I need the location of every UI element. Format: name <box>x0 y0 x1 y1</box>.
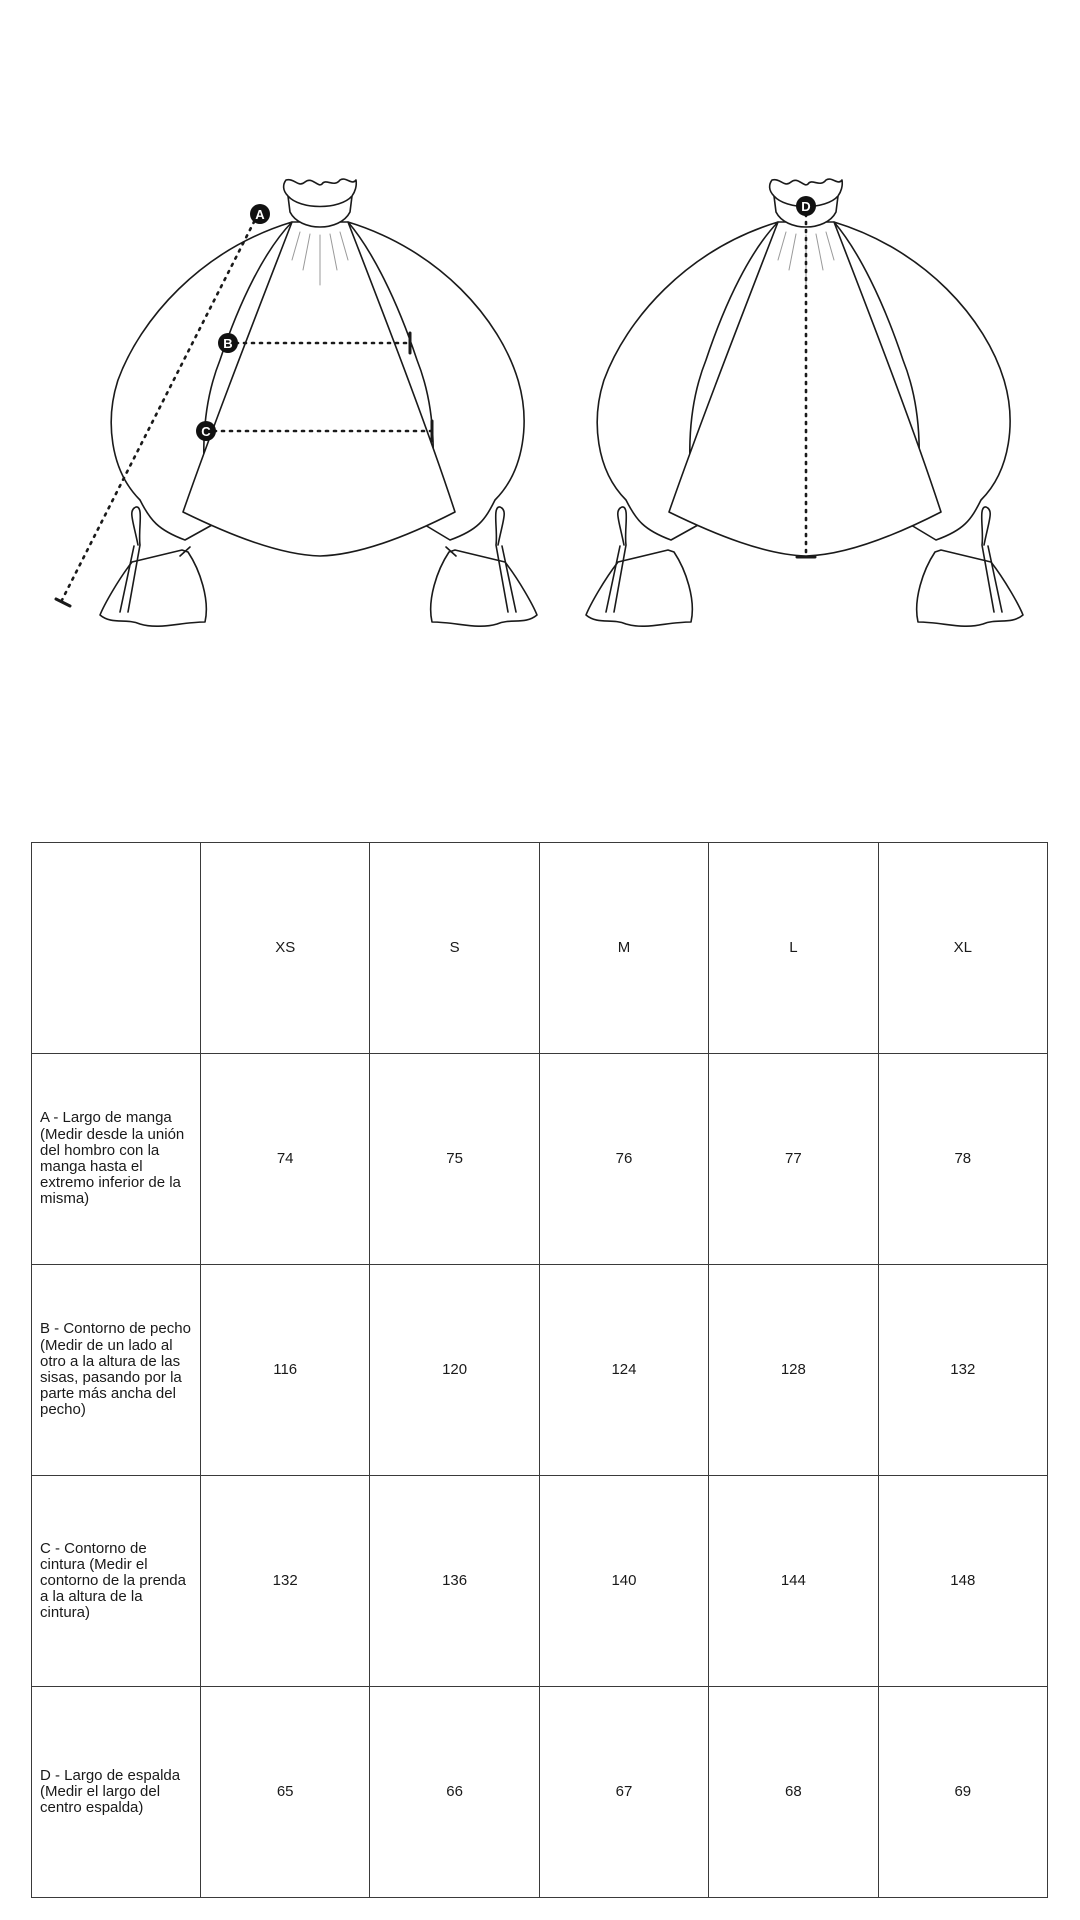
blouse-back-icon <box>586 179 1023 626</box>
svg-text:B: B <box>223 336 233 351</box>
table-cell: 74 <box>201 1054 370 1265</box>
marker-d <box>796 196 816 216</box>
table-cell: 69 <box>878 1687 1047 1898</box>
row-label-back-length: D - Largo de espalda (Medir el largo del centro espalda) <box>32 1687 201 1898</box>
table-cell: 67 <box>539 1687 708 1898</box>
table-cell: 75 <box>370 1054 539 1265</box>
marker-a <box>250 204 270 224</box>
size-header-m: M <box>539 843 708 1054</box>
table-cell: 77 <box>709 1054 878 1265</box>
table-cell: 68 <box>709 1687 878 1898</box>
table-cell: 132 <box>878 1265 1047 1476</box>
table-corner-cell <box>32 843 201 1054</box>
table-cell: 78 <box>878 1054 1047 1265</box>
table-cell: 144 <box>709 1476 878 1687</box>
row-label-waist: C - Contorno de cintura (Medir el contorno de la prenda a la altura de la cintura) <box>32 1476 201 1687</box>
table-cell: 65 <box>201 1687 370 1898</box>
table-cell: 124 <box>539 1265 708 1476</box>
table-cell: 128 <box>709 1265 878 1476</box>
marker-b <box>218 333 238 353</box>
table-row <box>32 1476 1048 1687</box>
table-cell: 140 <box>539 1476 708 1687</box>
table-cell: 76 <box>539 1054 708 1265</box>
size-header-xl: XL <box>878 843 1047 1054</box>
size-chart-table <box>31 842 1048 1898</box>
table-header-row <box>32 843 1048 1054</box>
row-label-sleeve-length: A - Largo de manga (Medir desde la unión del hombro con la manga hasta el extremo inferior de la misma) <box>32 1054 201 1265</box>
table-row <box>32 1265 1048 1476</box>
table-cell: 132 <box>201 1476 370 1687</box>
svg-text:D: D <box>801 199 811 214</box>
table-cell: 120 <box>370 1265 539 1476</box>
table-row <box>32 1054 1048 1265</box>
table-cell: 136 <box>370 1476 539 1687</box>
table-cell: 116 <box>201 1265 370 1476</box>
table-cell: 66 <box>370 1687 539 1898</box>
row-label-chest: B - Contorno de pecho (Medir de un lado al otro a la altura de las sisas, pasando por la parte más ancha del pecho) <box>32 1265 201 1476</box>
blouse-front-icon <box>56 179 537 626</box>
svg-text:C: C <box>201 424 211 439</box>
size-header-s: S <box>370 843 539 1054</box>
table-row <box>32 1687 1048 1898</box>
size-header-l: L <box>709 843 878 1054</box>
svg-text:A: A <box>255 207 265 222</box>
garment-diagram <box>0 0 1080 700</box>
marker-c <box>196 421 216 441</box>
table-cell: 148 <box>878 1476 1047 1687</box>
size-header-xs: XS <box>201 843 370 1054</box>
